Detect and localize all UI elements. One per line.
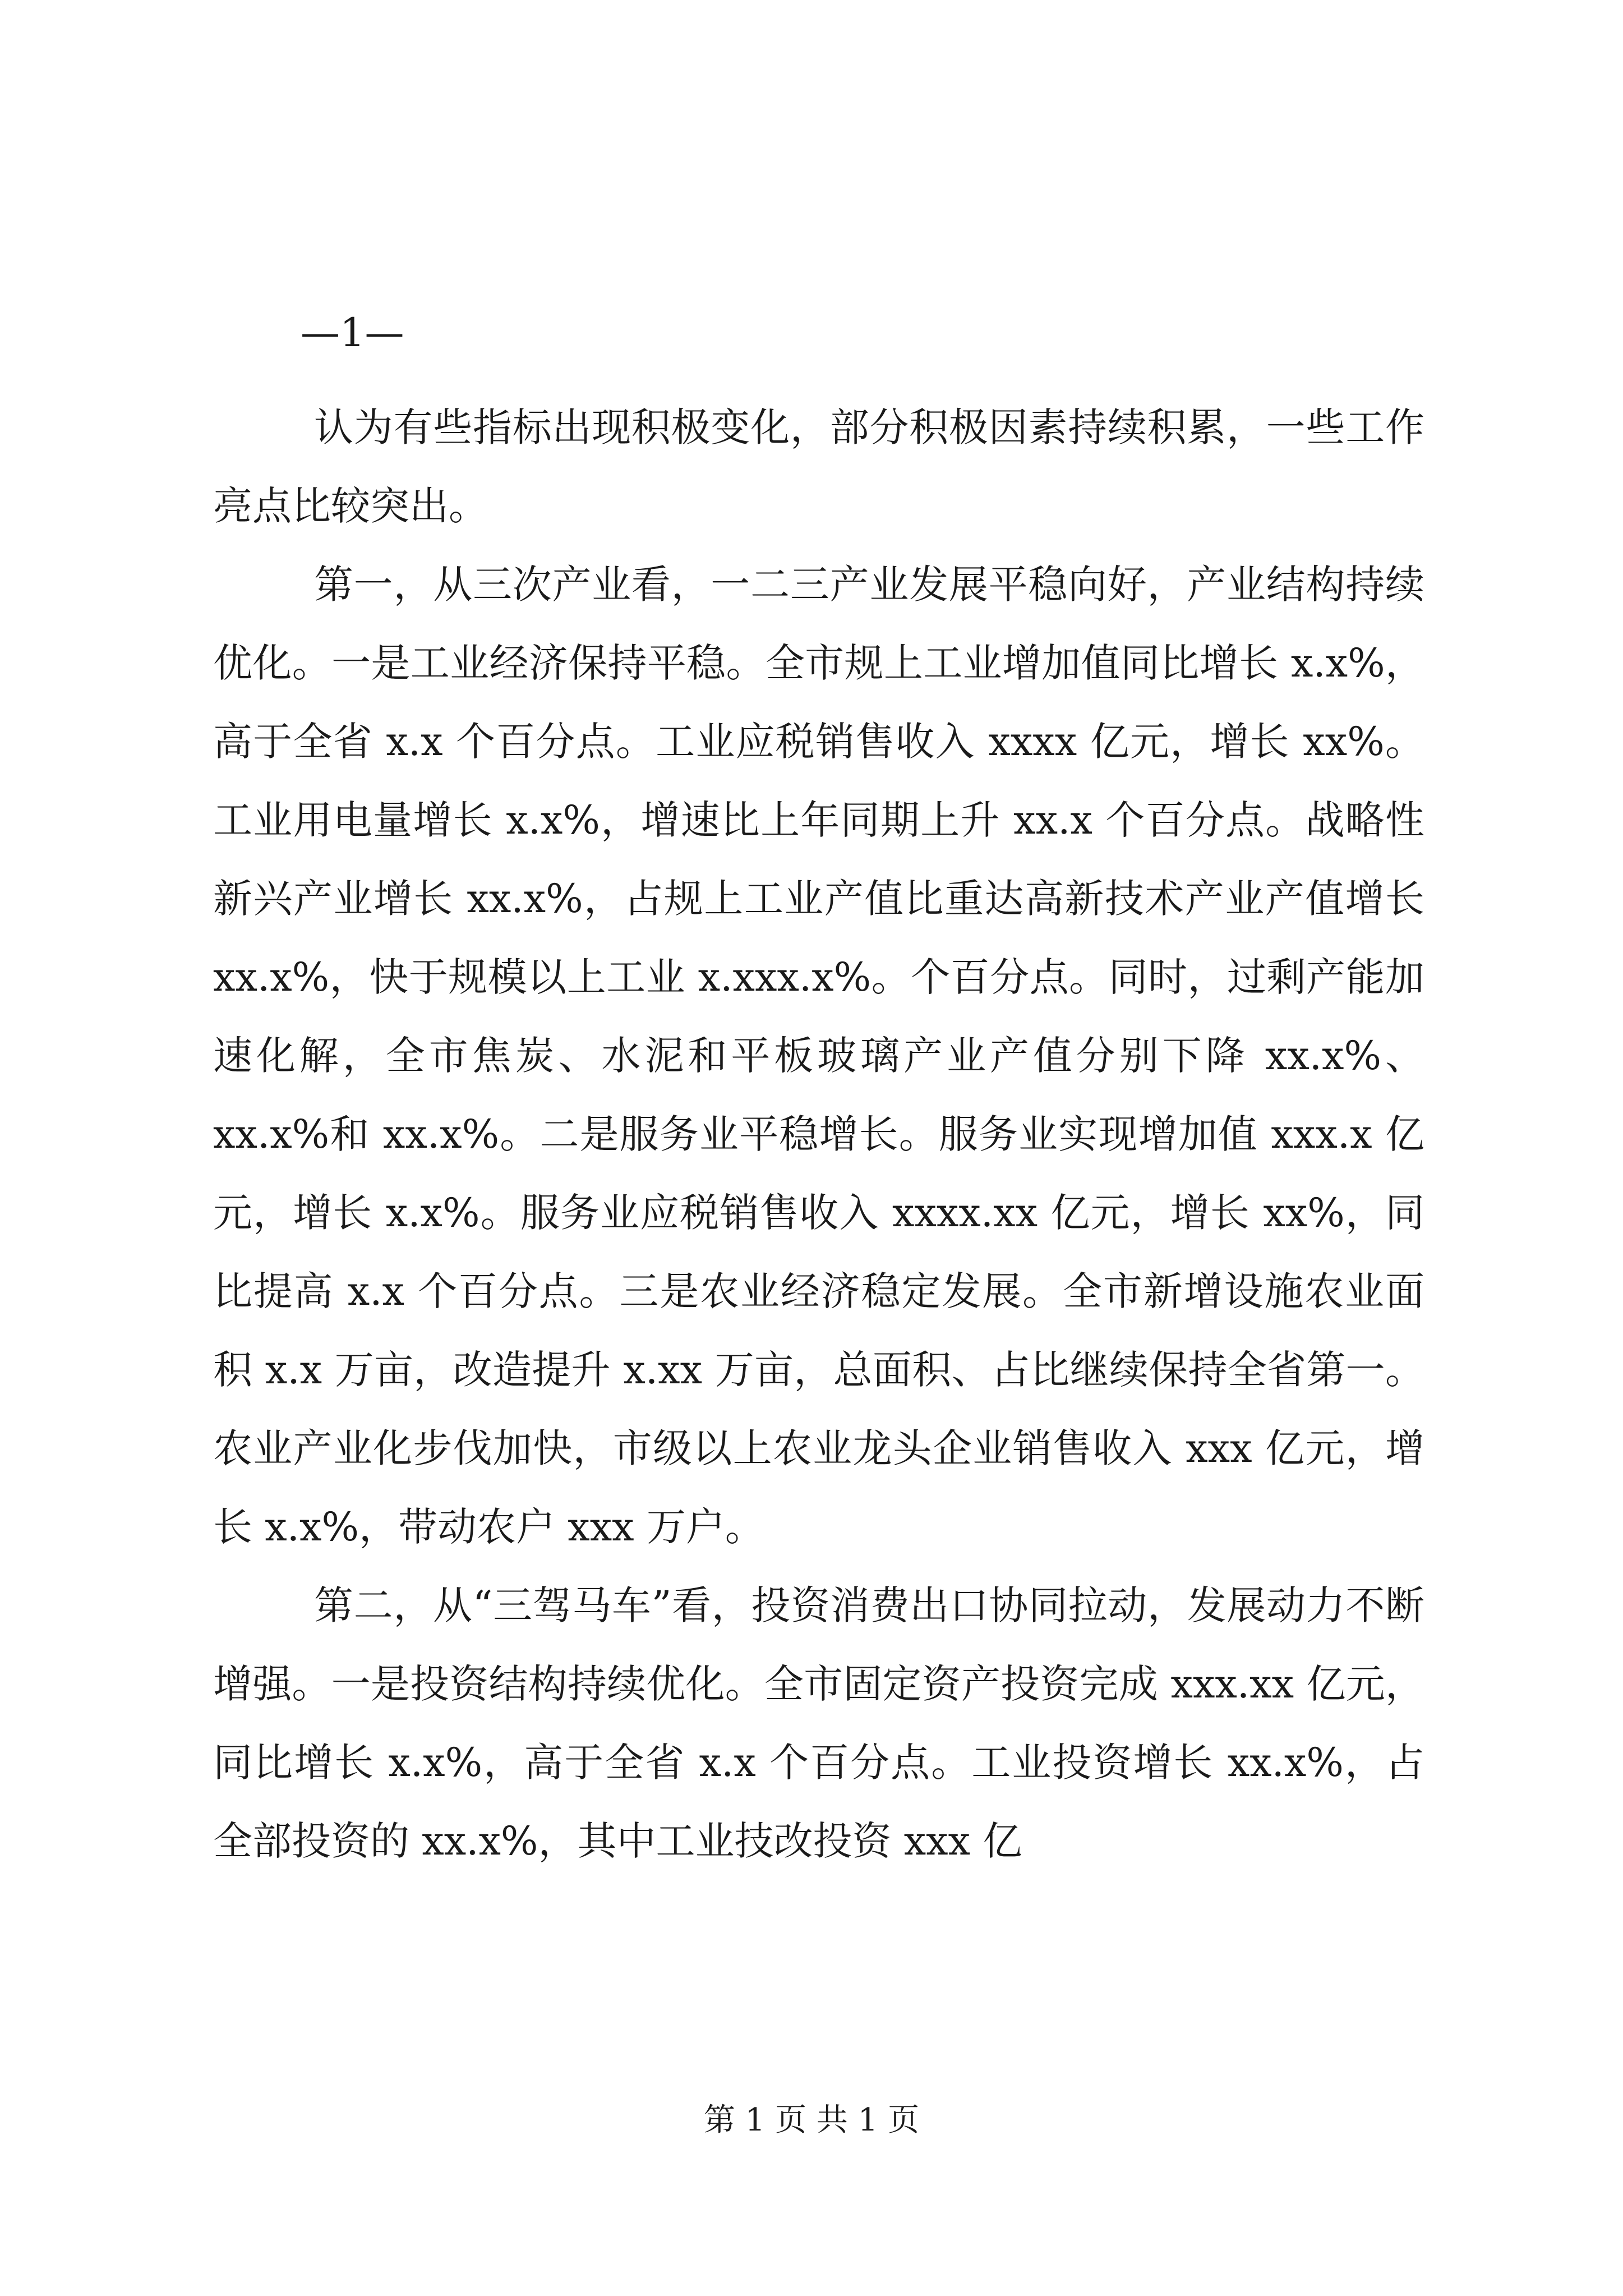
paragraph-industries: 第一，从三次产业看，一二三产业发展平稳向好，产业结构持续优化。一是工业经济保持平稳。全市规上工业增加值同比增长 x.x%，高于全省 x.x 个百分点。工业应税销售收入 xxxx 亿元，增长 xx%。工业用电量增长 x.x%，增速比上年同期上升 xx.x 个百分点。战略性新兴产业增长 xx.x%，占规上工业产值比重达高新技术产业产值增长 xx.x%，快于规模以上工业 x.xxx.x%。个百分点。同时，过剩产能加速化解，全市焦炭、水泥和平板玻璃产业产值分别下降 xx.x%、xx.x%和 xx.x%。二是服务业平稳增长。服务业实现增加值 xxx.x 亿元，增长 x.x%。服务业应税销售收入 xxxx.xx 亿元，增长 xx%，同比提高 x.x 个百分点。三是农业经济稳定发展。全市新增设施农业面积 x.x 万亩，改造提升 x.xx 万亩，总面积、占比继续保持全省第一。农业产业化步伐加快，市级以上农业龙头企业销售收入 xxx 亿元，增长 x.x%，带动农户 xxx 万户。 bbox=[213, 562, 1424, 1550]
paragraph-intro: 认为有些指标出现积极变化，部分积极因素持续积累，一些工作亮点比较突出。 bbox=[213, 404, 1424, 529]
paragraph-three-drivers: 第二，从“三驾马车”看，投资消费出口协同拉动，发展动力不断增强。一是投资结构持续优化。全市固定资产投资完成 xxx.xx 亿元，同比增长 x.x%，高于全省 x.x 个百分点。工业投资增长 xx.x%，占全部投资的 xx.x%，其中工业技改投资 xxx 亿 bbox=[213, 1582, 1424, 1864]
document-body bbox=[213, 388, 1424, 1880]
page-footer: 第 1 页 共 1 页 bbox=[703, 2102, 920, 2138]
page-number-marker: —1— bbox=[301, 310, 404, 356]
